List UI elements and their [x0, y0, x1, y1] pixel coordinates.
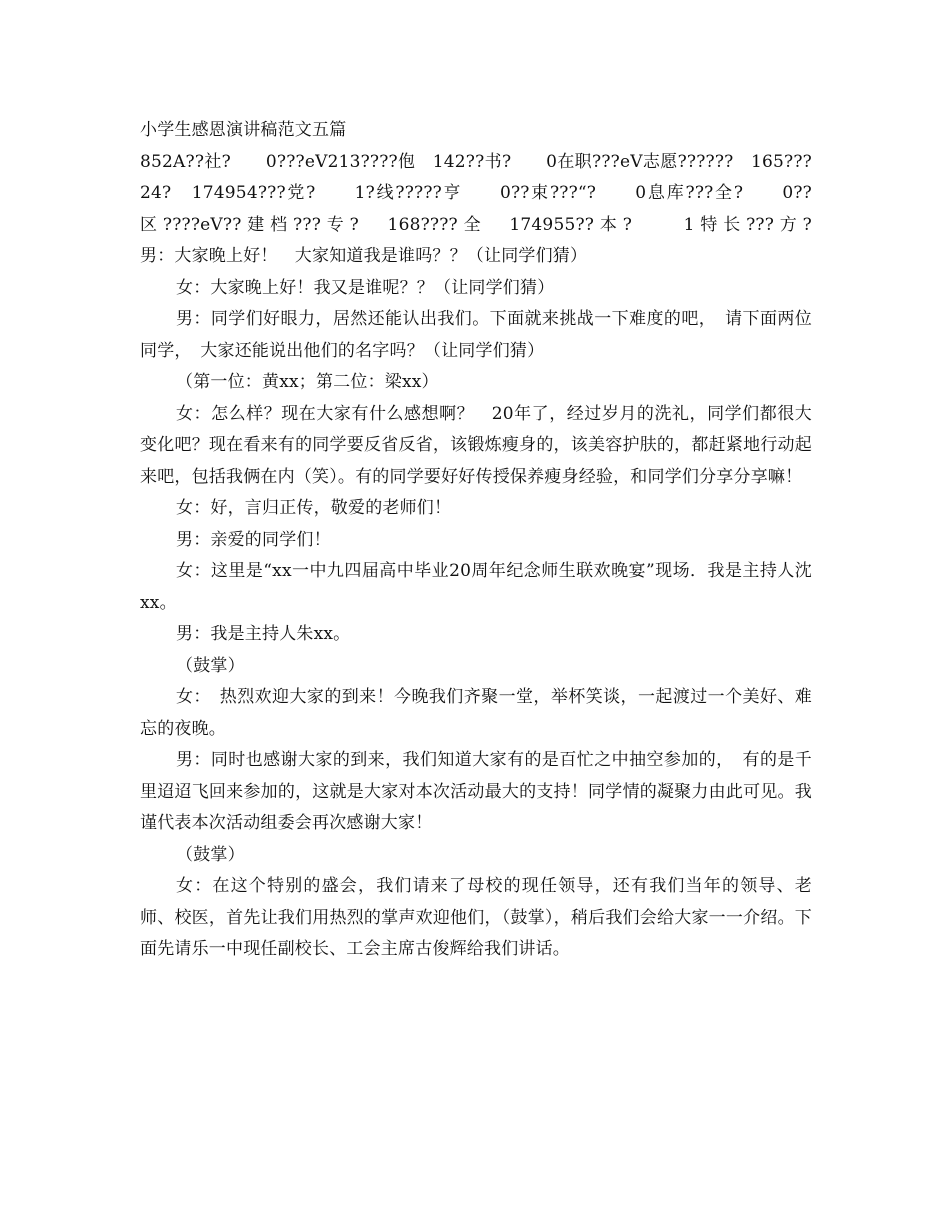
paragraph: 女： 热烈欢迎大家的到来！今晚我们齐聚一堂，举杯笑谈，一起渡过一个美好、难忘的夜晚。 — [140, 687, 812, 739]
paragraph: 男：同学们好眼力，居然还能认出我们。下面就来挑战一下难度的吧， 请下面两位同学， 大家还能说出他们的名字吗？（让同学们猜） — [140, 309, 812, 361]
paragraph: 女：好，言归正传，敬爱的老师们！ — [176, 498, 452, 518]
paragraph: （第一位：黄xx；第二位：梁xx） — [176, 372, 439, 392]
header-line: 852A??社? 0???eV213????佨 142??书? 0在职???eV志愿?????? 165???24? 174954???党? 1?线?????亨 0??束???“? 0息库???全? 0??区????eV??建档???专? 168????全 174955??本? 1特长???方? 男：大家晚上好！ 大家知道我是谁吗？？（让同学们猜） — [140, 151, 898, 266]
paragraph: 男：同时也感谢大家的到来，我们知道大家有的是百忙之中抽空参加的， 有的是千里迢迢飞回来参加的，这就是大家对本次活动最大的支持！同学情的凝聚力由此可见。我谨代表本次活动组委会再次感谢大家！ — [140, 750, 812, 833]
paragraph: 女：这里是“xx一中九四届高中毕业20周年纪念师生联欢晚宴”现场．我是主持人沈xx。 — [140, 561, 812, 613]
document-title: 小学生感恩演讲稿范文五篇 — [140, 120, 347, 140]
paragraph: 女：大家晚上好！我又是谁呢？？（让同学们猜） — [176, 277, 555, 298]
paragraph: 女：在这个特别的盛会，我们请来了母校的现任领导，还有我们当年的领导、老师、校医，首先让我们用热烈的掌声欢迎他们，（鼓掌），稍后我们会给大家一一介绍。下面先请乐一中现任副校长、工会主席古俊辉给我们讲话。 — [140, 876, 812, 959]
paragraph: 男：亲爱的同学们！ — [176, 529, 331, 550]
paragraph: 男：我是主持人朱xx。 — [176, 624, 351, 644]
paragraph: （鼓掌） — [176, 655, 245, 676]
paragraph: （鼓掌） — [176, 844, 245, 865]
paragraph: 女：怎么样？现在大家有什么感想啊？ 20年了，经过岁月的洗礼，同学们都很大变化吧？现在看来有的同学要反省反省，该锻炼瘦身的，该美容护肤的，都赶紧地行动起来吧，包括我俩在内（笑）。有的同学要好好传授保养瘦身经验，和同学们分享分享嘛！ — [140, 403, 812, 487]
document-body — [140, 115, 898, 966]
